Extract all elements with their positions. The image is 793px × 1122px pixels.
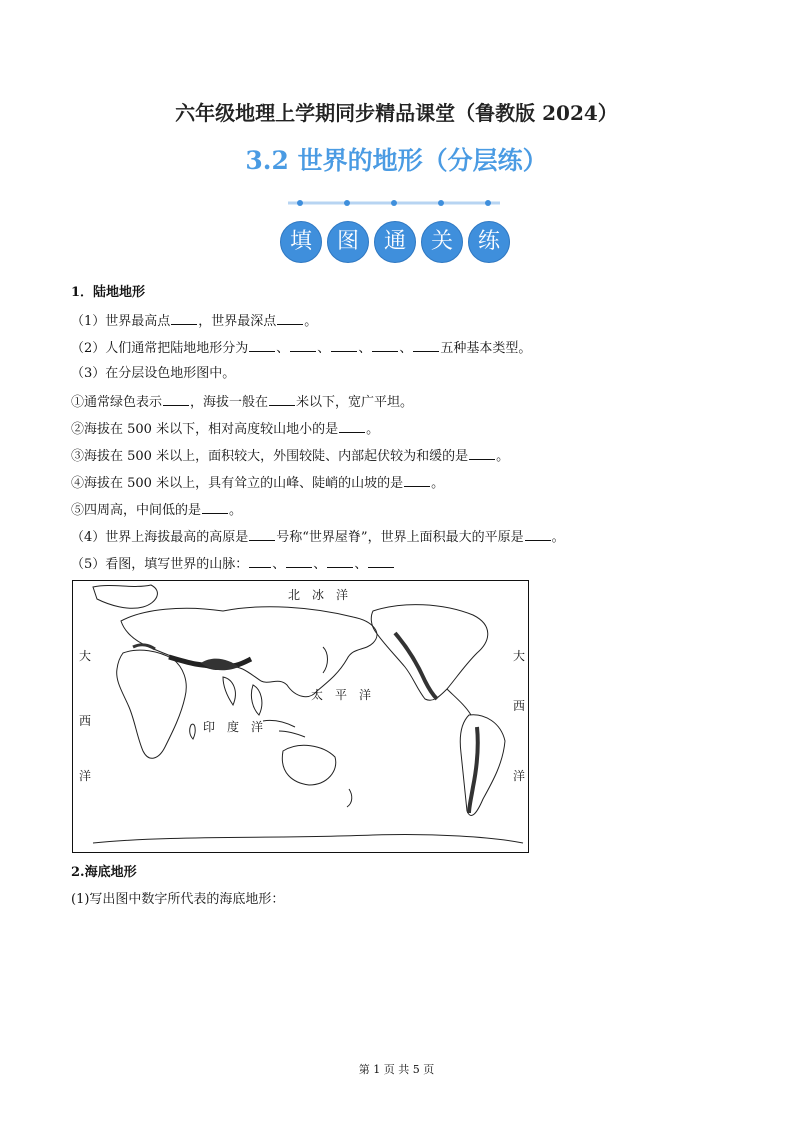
item-3 [71,447,509,465]
dot-icon [485,200,491,206]
answer-blank[interactable] [163,393,189,406]
q1-text-a: （1）世界最高点 [71,314,171,329]
q5-text-a: （5）看图，填写世界的山脉： [71,557,249,572]
section1-heading: 1．陆地地形 [71,285,146,300]
decorative-dotted-line [286,196,502,210]
i5-text-b: 。 [229,503,243,518]
label-atlantic-left-1: 大 [79,649,92,663]
separator: 、 [276,341,290,356]
label-indian-ocean: 印 度 洋 [203,720,264,734]
badge-lian: 练 [468,221,510,263]
q4-text-a: （4）世界上海拔最高的高原是 [71,530,249,545]
answer-blank[interactable] [525,528,551,541]
label-atlantic-left-3: 洋 [79,769,92,783]
document-subtitle: 3.2 世界的地形（分层练） [245,146,548,175]
i2-text-a: ②海拔在 500 米以下，相对高度较山地小的是 [71,422,339,437]
answer-blank[interactable] [339,420,365,433]
answer-blank[interactable] [171,312,197,325]
item-4 [71,474,444,492]
item-2 [71,420,379,438]
question-1-3: （3）在分层设色地形图中。 [71,366,236,381]
answer-blank[interactable] [469,447,495,460]
badge-tong: 通 [374,221,416,263]
dot-icon [391,200,397,206]
label-atlantic-right-1: 大 [513,649,526,663]
label-atlantic-right-2: 西 [513,699,526,713]
i4-text-a: ④海拔在 500 米以上，具有耸立的山峰、陡峭的山坡的是 [71,476,404,491]
i1-text-a: ①通常绿色表示 [71,395,163,410]
i4-text-b: 。 [431,476,445,491]
question-1-5 [71,555,395,573]
answer-blank[interactable] [404,474,430,487]
i3-text-a: ③海拔在 500 米以上，面积较大，外围较陡、内部起伏较为和缓的是 [71,449,469,464]
i1-text-c: 米以下，宽广平坦。 [296,395,414,410]
q2-text-a: （2）人们通常把陆地地形分为 [71,341,249,356]
answer-blank[interactable] [249,555,271,568]
world-map-outline [73,581,528,852]
dot-icon [438,200,444,206]
separator: 、 [317,341,331,356]
separator: 、 [313,557,327,572]
i2-text-b: 。 [366,422,380,437]
world-map-figure [72,580,529,853]
q4-text-b: 号称“世界屋脊”，世界上面积最大的平原是 [276,530,524,545]
section2-heading: 2.海底地形 [71,865,137,880]
document-title: 六年级地理上学期同步精品课堂（鲁教版 2024） [175,101,618,125]
item-5 [71,501,242,519]
q4-text-c: 。 [551,530,565,545]
label-arctic-ocean: 北 冰 洋 [288,588,349,602]
label-atlantic-right-3: 洋 [513,769,526,783]
answer-blank[interactable] [249,528,275,541]
separator: 、 [272,557,286,572]
separator: 、 [358,341,372,356]
badge-tu: 图 [327,221,369,263]
page-number: 第 1 页 共 5 页 [358,1063,435,1076]
answer-blank[interactable] [202,501,228,514]
answer-blank[interactable] [249,339,275,352]
separator: 、 [399,341,413,356]
label-atlantic-left-2: 西 [79,714,92,728]
q1-text-b: ，世界最深点 [198,314,277,329]
dot-icon [297,200,303,206]
answer-blank[interactable] [368,555,394,568]
separator: 、 [354,557,368,572]
question-1-2 [71,339,531,357]
answer-blank[interactable] [327,555,353,568]
badge-tian: 填 [280,221,322,263]
i3-text-b: 。 [496,449,510,464]
dot-icon [344,200,350,206]
answer-blank[interactable] [413,339,439,352]
label-pacific-ocean: 太 平 洋 [311,688,372,702]
answer-blank[interactable] [269,393,295,406]
q2-text-end: 五种基本类型。 [440,341,532,356]
question-1-4 [71,528,565,546]
badge-guan: 关 [421,221,463,263]
question-2-1: (1)写出图中数字所代表的海底地形： [71,892,285,907]
answer-blank[interactable] [286,555,312,568]
i1-text-b: ，海拔一般在 [190,395,269,410]
item-1 [71,393,413,411]
answer-blank[interactable] [331,339,357,352]
i5-text-a: ⑤四周高，中间低的是 [71,503,202,518]
q1-text-c: 。 [304,314,318,329]
answer-blank[interactable] [277,312,303,325]
answer-blank[interactable] [372,339,398,352]
answer-blank[interactable] [290,339,316,352]
question-1-1 [71,312,317,330]
